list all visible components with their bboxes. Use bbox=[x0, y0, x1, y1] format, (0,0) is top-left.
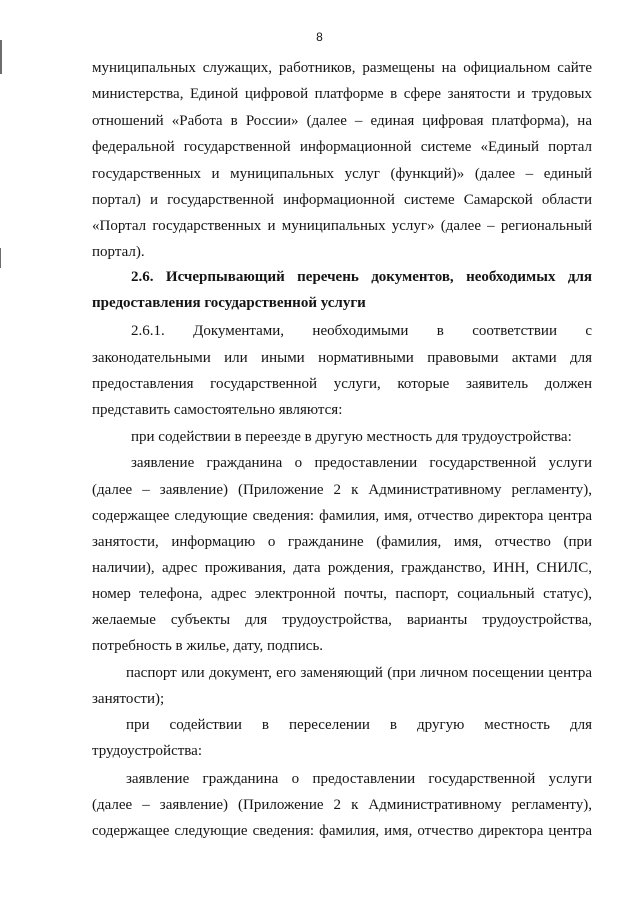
text-line: государственных и муниципальных услуг (функций)» (далее – единый bbox=[92, 166, 592, 182]
text-line: желаемые субъекты для трудоустройства, варианты трудоустройства, bbox=[92, 612, 592, 628]
text-line: муниципальных служащих, работников, размещены на официальном сайте bbox=[92, 60, 592, 76]
scan-edge-mark bbox=[0, 40, 2, 74]
scan-edge-mark bbox=[0, 248, 1, 268]
text-line: отношений «Работа в России» (далее – единая цифровая платформа), на bbox=[92, 113, 592, 129]
text-line: содержащее следующие сведения: фамилия, имя, отчество директора центра bbox=[92, 508, 592, 524]
text-line: занятости); bbox=[92, 691, 165, 707]
text-line: законодательными или иными нормативными правовыми актами для bbox=[92, 350, 592, 366]
text-line: при содействии в переселении в другую местность для bbox=[126, 717, 592, 733]
text-line: заявление гражданина о предоставлении государственной услуги bbox=[126, 771, 592, 787]
text-line: «Портал государственных и муниципальных услуг» (далее – региональный bbox=[92, 218, 592, 234]
text-line: 2.6.1. Документами, необходимыми в соответствии с bbox=[131, 323, 592, 339]
page-number: 8 bbox=[316, 30, 323, 44]
text-line: паспорт или документ, его заменяющий (при личном посещении центра bbox=[126, 665, 592, 681]
text-line: номер телефона, адрес электронной почты, паспорт, социальный статус), bbox=[92, 586, 592, 602]
text-line: портал) и государственной информационной системе Самарской области bbox=[92, 192, 592, 208]
text-line: занятости, информацию о гражданине (фамилия, имя, отчество (при bbox=[92, 534, 592, 550]
section-heading: 2.6. Исчерпывающий перечень документов, необходимых для bbox=[131, 269, 592, 285]
text-line: заявление гражданина о предоставлении государственной услуги bbox=[131, 455, 592, 471]
section-heading: предоставления государственной услуги bbox=[92, 295, 366, 311]
text-line: (далее – заявление) (Приложение 2 к Административному регламенту), bbox=[92, 797, 592, 813]
text-line: содержащее следующие сведения: фамилия, имя, отчество директора центра bbox=[92, 823, 592, 839]
text-line: представить самостоятельно являются: bbox=[92, 402, 343, 418]
text-line: трудоустройства: bbox=[92, 743, 203, 759]
text-line: предоставления государственной услуги, которые заявитель должен bbox=[92, 376, 592, 392]
text-line: при содействии в переезде в другую местность для трудоустройства: bbox=[131, 429, 572, 445]
text-line: потребность в жилье, дату, подпись. bbox=[92, 638, 324, 654]
text-line: министерства, Единой цифровой платформе в сфере занятости и трудовых bbox=[92, 86, 592, 102]
text-line: наличии), адрес проживания, дата рождения, гражданство, ИНН, СНИЛС, bbox=[92, 560, 592, 576]
text-line: федеральной государственной информационной системе «Единый портал bbox=[92, 139, 592, 155]
text-line: портал). bbox=[92, 244, 145, 260]
text-line: (далее – заявление) (Приложение 2 к Административному регламенту), bbox=[92, 482, 592, 498]
